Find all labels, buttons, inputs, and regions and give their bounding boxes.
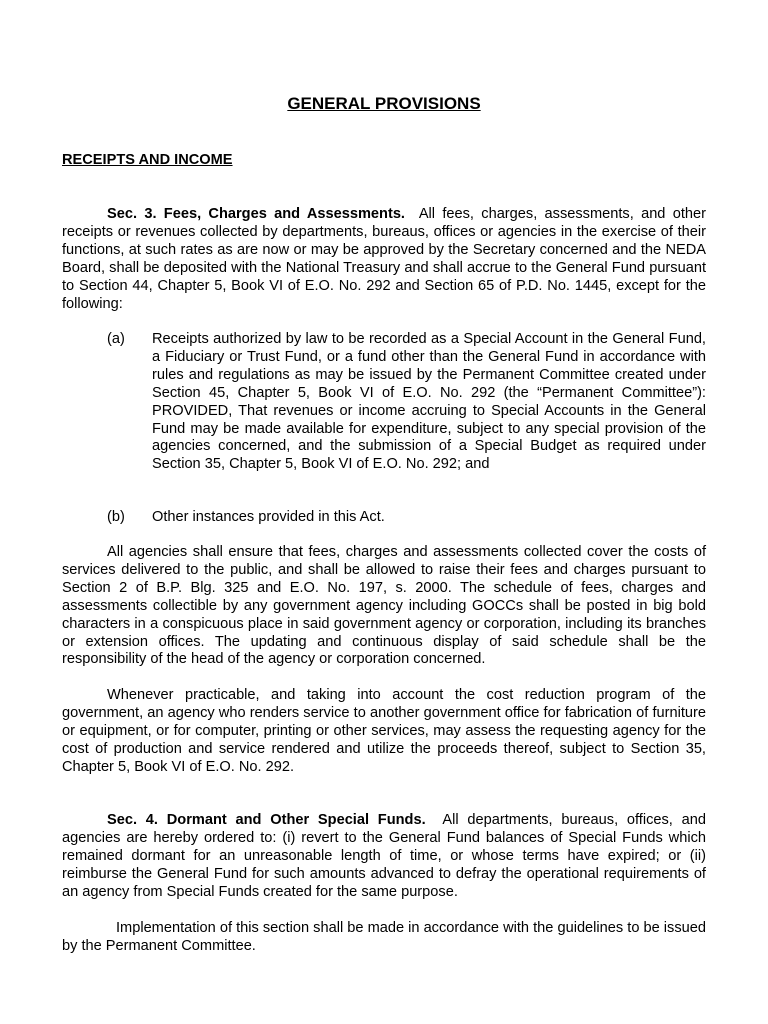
sec4-title: Sec. 4. Dormant and Other Special Funds.	[107, 812, 426, 828]
implementation-text: Implementation of this section shall be made in accordance with the guidelines to be issued by the Permanent Committee.	[62, 920, 706, 954]
agencies-paragraph	[62, 544, 706, 669]
sec4-text: All departments, bureaus, offices, and agencies are hereby ordered to: (i) revert to the General Fund balances of Special Funds which remained dormant for an unreasonable length of time, or whose terms have expired; or (ii) reimburse the General Fund for such amounts advanced to defray the operational requirements of an agency from Special Funds created for the same purpose.	[62, 812, 706, 900]
whenever-paragraph	[62, 687, 706, 777]
list-item-text: Other instances provided in this Act.	[152, 509, 385, 525]
whenever-text: Whenever practicable, and taking into account the cost reduction program of the government, an agency who renders service to another government office for fabrication of furniture or equipment, or for computer, printing or other services, may assess the requesting agency for the cost of production and service rendered and utilize the proceeds thereof, subject to Section 35, Chapter 5, Book VI of E.O. No. 292.	[62, 687, 706, 775]
agencies-text: All agencies shall ensure that fees, charges and assessments collected cover the costs of services delivered to the public, and shall be allowed to raise their fees and charges pursuant to Section 2 of B.P. Blg. 325 and E.O. No. 197, s. 2000. The schedule of fees, charges and assessments collectible by any government agency including GOCCs shall be posted in big bold characters in a conspicuous place in said government agency or corporation, including its branches or extension offices. The updating and continuous display of said schedule shall be the responsibility of the head of the agency or corporation concerned.	[62, 544, 706, 668]
sec3-paragraph	[62, 206, 706, 313]
list-item-text: Receipts authorized by law to be recorded as a Special Account in the General Fund, a Fiduciary or Trust Fund, or a fund other than the General Fund in accordance with rules and regulations as may be issued by the Permanent Committee created under Section 45, Chapter 5, Book VI of E.O. No. 292 (the “Permanent Committee”): PROVIDED, That revenues or income accruing to Special Accounts in the General Fund may be made available for expenditure, subject to any special provision of the agencies concerned, and the submission of a Special Budget as required under Section 35, Chapter 5, Book VI of E.O. No. 292; and	[152, 331, 706, 473]
list-marker: (a)	[107, 331, 125, 347]
document-title: GENERAL PROVISIONS	[287, 94, 481, 113]
list-marker: (b)	[107, 509, 125, 525]
sec3-title: Sec. 3. Fees, Charges and Assessments.	[107, 206, 405, 222]
section-heading: RECEIPTS AND INCOME	[62, 152, 233, 168]
sec4-paragraph	[62, 812, 706, 902]
implementation-paragraph	[62, 920, 706, 956]
sec3-text: All fees, charges, assessments, and other receipts or revenues collected by departments, bureaus, offices or agencies in the exercise of their functions, at such rates as are now or may be approved by the Secretary concerned and the NEDA Board, shall be deposited with the National Treasury and shall accrue to the General Fund pursuant to Section 44, Chapter 5, Book VI of E.O. No. 292 and Section 65 of P.D. No. 1445, except for the following:	[62, 206, 706, 312]
